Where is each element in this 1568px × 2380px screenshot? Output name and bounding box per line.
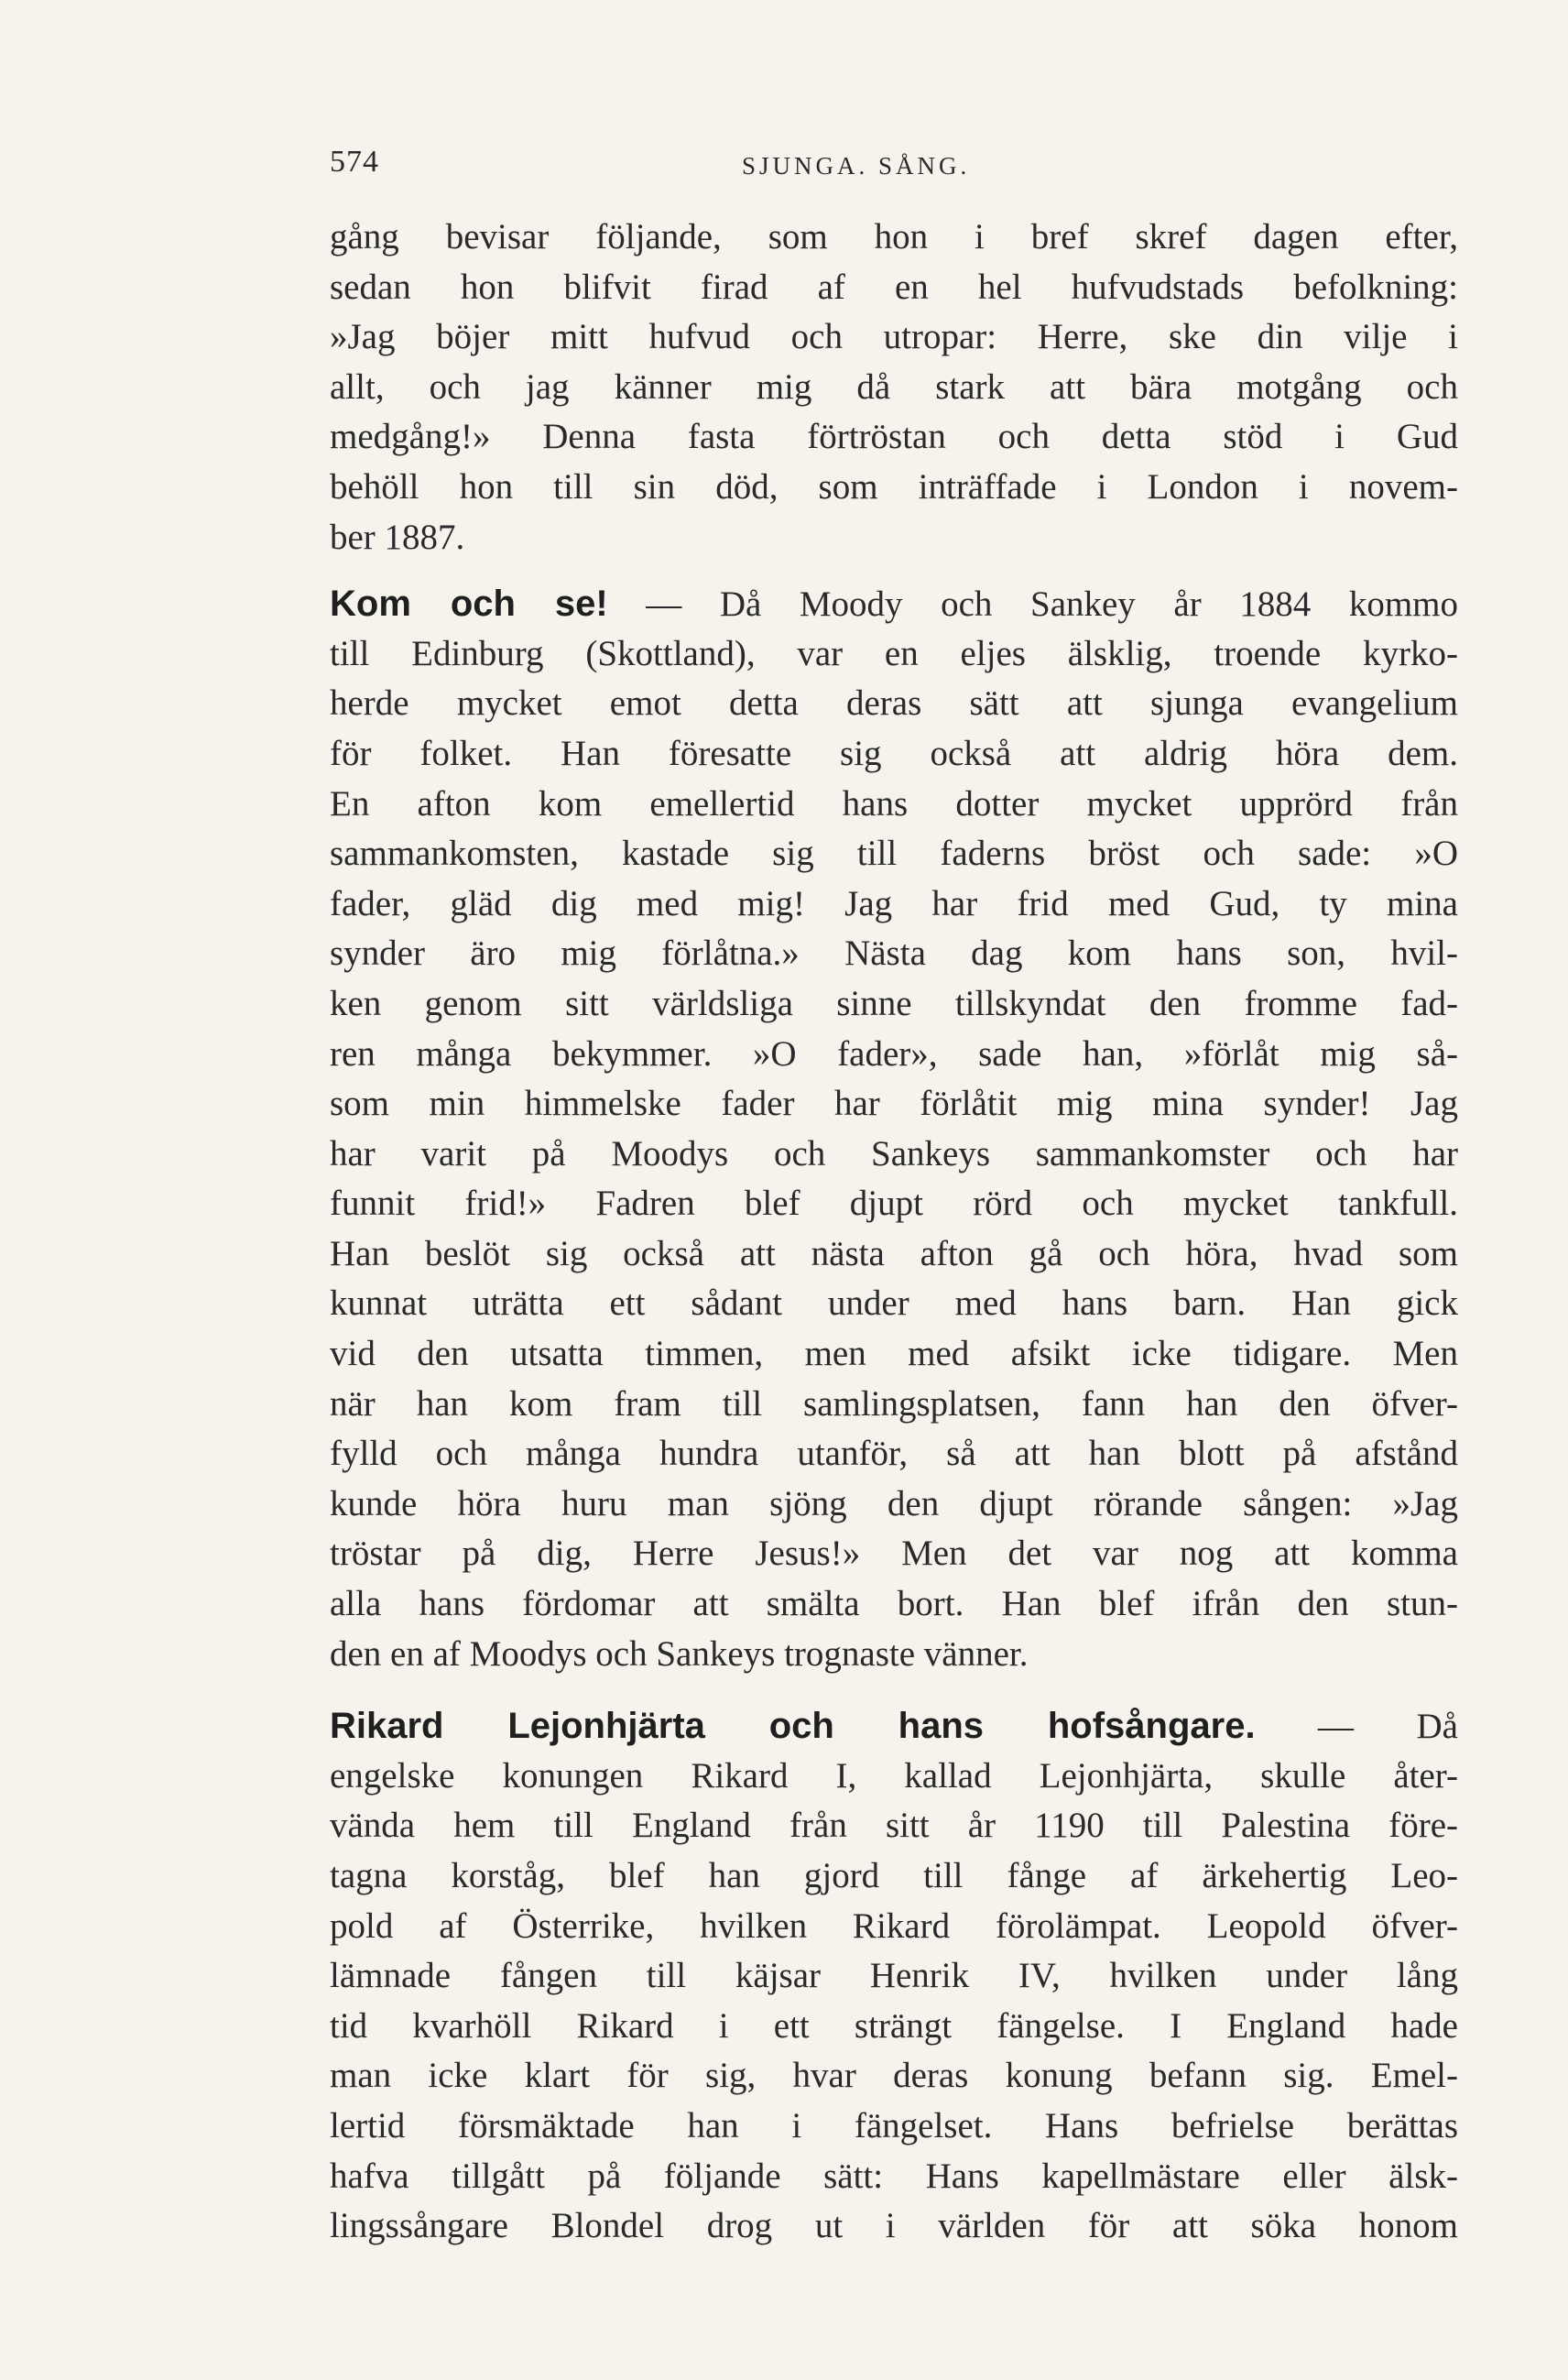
text-line: »Jag böjer mitt hufvud och utropar: Herre, ske din vilje i xyxy=(330,317,1458,357)
text-line xyxy=(330,1701,1458,1752)
text-line: ber 1887. xyxy=(330,517,465,557)
section-heading: Rikard Lejonhjärta och hans hofsångare. xyxy=(330,1706,1256,1747)
text-line: gång bevisar följande, som hon i bref skref dagen efter, xyxy=(330,217,1458,257)
paragraph xyxy=(330,213,1458,562)
section-heading: Kom och se! xyxy=(330,584,608,625)
text-line: pold af Österrike, hvilken Rikard förolämpat. Leopold öfver- xyxy=(330,1905,1458,1946)
section-kom-och-se xyxy=(330,579,1458,1679)
heading-line-rest: — Då xyxy=(1255,1707,1458,1747)
text-line: synder äro mig förlåtna.» Nästa dag kom hans son, hvil- xyxy=(330,933,1458,974)
text-line: som min himmelske fader har förlåtit mig mina synder! Jag xyxy=(330,1084,1458,1124)
page-number: 574 xyxy=(330,145,379,179)
text-line: lertid försmäktade han i fängelset. Hans befrielse berättas xyxy=(330,2105,1458,2145)
text-line: alla hans fördomar att smälta bort. Han blef ifrån den stun- xyxy=(330,1584,1458,1624)
text-line: kunde höra huru man sjöng den djupt rörande sången: »Jag xyxy=(330,1483,1458,1523)
text-line: lingssångare Blondel drog ut i världen för att söka honom xyxy=(330,2206,1458,2246)
text-line: den en af Moodys och Sankeys trognaste vänner. xyxy=(330,1633,1029,1674)
text-line: hafva tillgått på följande sätt: Hans kapellmästare eller älsk- xyxy=(330,2156,1458,2196)
text-line: vända hem till England från sitt år 1190 till Palestina före- xyxy=(330,1806,1458,1846)
text-line: funnit frid!» Fadren blef djupt rörd och mycket tankfull. xyxy=(330,1184,1458,1224)
text-line: tagna korståg, blef han gjord till fånge af ärkehertig Leo- xyxy=(330,1856,1458,1895)
text-line: kunnat uträtta ett sådant under med hans barn. Han gick xyxy=(330,1283,1458,1324)
text-line: ken genom sitt världsliga sinne tillskyndat den fromme fad- xyxy=(330,983,1458,1023)
text-line: sammankomsten, kastade sig till faderns bröst och sade: »O xyxy=(330,834,1458,874)
body-text xyxy=(330,213,1458,2252)
text-line: tröstar på dig, Herre Jesus!» Men det var nog att komma xyxy=(330,1534,1458,1574)
text-line: sedan hon blifvit firad af en hel hufvudstads befolkning: xyxy=(330,267,1458,307)
text-line: ren många bekymmer. »O fader», sade han, »förlåt mig så- xyxy=(330,1033,1458,1074)
heading-line-rest: — Då Moody och Sankey år 1884 kommo xyxy=(607,584,1458,625)
section-rikard-lejonhjarta xyxy=(330,1701,1458,2252)
page-header xyxy=(330,145,1465,191)
text-line: En afton kom emellertid hans dotter mycket upprörd från xyxy=(330,783,1458,824)
text-line: för folket. Han föresatte sig också att aldrig höra dem. xyxy=(330,733,1458,773)
text-line: tid kvarhöll Rikard i ett strängt fängelse. I England hade xyxy=(330,2005,1458,2046)
text-line: när han kom fram till samlingsplatsen, fann han den öfver- xyxy=(330,1383,1458,1424)
running-head: SJUNGA. SÅNG. xyxy=(742,152,971,180)
text-line: herde mycket emot detta deras sätt att sjunga evangelium xyxy=(330,683,1458,724)
text-line xyxy=(330,579,1458,629)
text-line: engelske konungen Rikard I, kallad Lejonhjärta, skulle åter- xyxy=(330,1755,1458,1796)
text-line: fader, gläd dig med mig! Jag har frid med Gud, ty mina xyxy=(330,883,1458,923)
text-line: har varit på Moodys och Sankeys sammankomster och har xyxy=(330,1133,1458,1174)
text-line: lämnade fången till käjsar Henrik IV, hvilken under lång xyxy=(330,1956,1458,1996)
text-line: allt, och jag känner mig då stark att bära motgång och xyxy=(330,366,1458,407)
text-line: medgång!» Denna fasta förtröstan och detta stöd i Gud xyxy=(330,417,1458,457)
text-line: vid den utsatta timmen, men med afsikt icke tidigare. Men xyxy=(330,1334,1458,1374)
text-line: Han beslöt sig också att nästa afton gå och höra, hvad som xyxy=(330,1233,1458,1273)
text-line: till Edinburg (Skottland), var en eljes älsklig, troende kyrko- xyxy=(330,633,1458,673)
text-line: man icke klart för sig, hvar deras konung befann sig. Emel- xyxy=(330,2056,1458,2096)
text-line: behöll hon till sin död, som inträffade i London i novem- xyxy=(330,466,1458,507)
text-line: fylld och många hundra utanför, så att han blott på afstånd xyxy=(330,1434,1458,1474)
